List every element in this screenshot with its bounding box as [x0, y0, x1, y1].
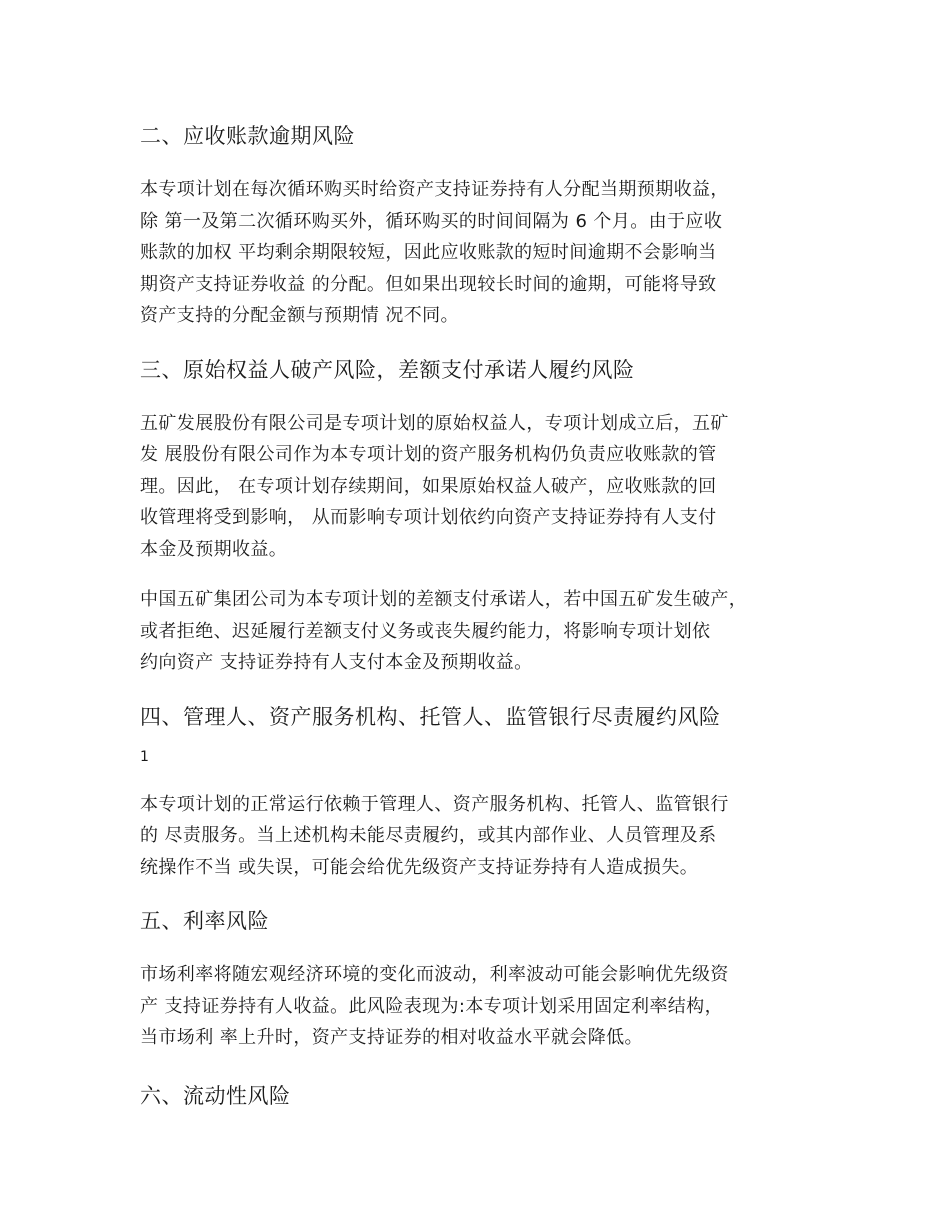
section-heading-receivables-overdue: 二、应收账款逾期风险 — [140, 124, 355, 148]
paragraph-receivables-overdue — [140, 174, 830, 332]
paragraph-guarantor-risk — [140, 584, 830, 679]
text-line: 市场利率将随宏观经济环境的变化而波动，利率波动可能会影响优先级资 — [140, 964, 729, 985]
section-heading-bankruptcy-risk: 三、原始权益人破产风险，差额支付承诺人履约风险 — [140, 357, 635, 382]
section-heading-interest-rate-risk: 五、利率风险 — [140, 909, 269, 933]
paragraph-originator-bankruptcy — [140, 408, 830, 566]
text-line: 发 展股份有限公司作为本专项计划的资产服务机构仍负责应收账款的管 — [140, 444, 717, 465]
text-line: 理。因此， 在专项计划存续期间，如果原始权益人破产，应收账款的回 — [140, 475, 717, 497]
text-line: 收管理将受到影响， 从而影响专项计划依约向资产支持证券持有人支付 — [140, 507, 717, 528]
text-line: 期资产支持证券收益 的分配。但如果出现较长时间的逾期，可能将导致 — [140, 273, 717, 295]
text-line: 除 第一及第二次循环购买外，循环购买的时间间隔为 6 个月。由于应收 — [140, 210, 723, 232]
page-number: 1 — [140, 748, 149, 765]
text-line: 本专项计划在每次循环购买时给资产支持证券持有人分配当期预期收益， — [140, 179, 729, 200]
text-line: 或者拒绝、迟延履行差额支付义务或丧失履约能力，将影响专项计划依 — [140, 620, 711, 642]
text-line: 本专项计划的正常运行依赖于管理人、资产服务机构、托管人、监管银行 — [140, 793, 729, 815]
text-line: 的 尽责服务。当上述机构未能尽责履约，或其内部作业、人员管理及系 — [140, 825, 717, 846]
text-line: 统操作不当 或失误，可能会给优先级资产支持证券持有人造成损失。 — [140, 856, 699, 878]
paragraph-interest-rate — [140, 959, 830, 1054]
text-line: 当市场利 率上升时，资产支持证券的相对收益水平就会降低。 — [140, 1027, 643, 1048]
text-line: 中国五矿集团公司为本专项计划的差额支付承诺人，若中国五矿发生破产， — [140, 589, 748, 610]
section-heading-liquidity-risk: 六、流动性风险 — [140, 1083, 291, 1108]
text-line: 五矿发展股份有限公司是专项计划的原始权益人，专项计划成立后，五矿 — [140, 412, 729, 434]
text-line: 约向资产 支持证券持有人支付本金及预期收益。 — [140, 652, 533, 673]
text-line: 产 支持证券持有人收益。此风险表现为:本专项计划采用固定利率结构， — [140, 995, 723, 1017]
section-heading-agent-performance-risk: 四、管理人、资产服务机构、托管人、监管银行尽责履约风险 — [140, 704, 721, 729]
text-line: 账款的加权 平均剩余期限较短，因此应收账款的短时间逾期不会影响当 — [140, 242, 717, 263]
text-line: 本金及预期收益。 — [140, 538, 288, 560]
text-line: 资产支持的分配金额与预期情 况不同。 — [140, 305, 459, 326]
paragraph-agent-performance — [140, 789, 830, 884]
